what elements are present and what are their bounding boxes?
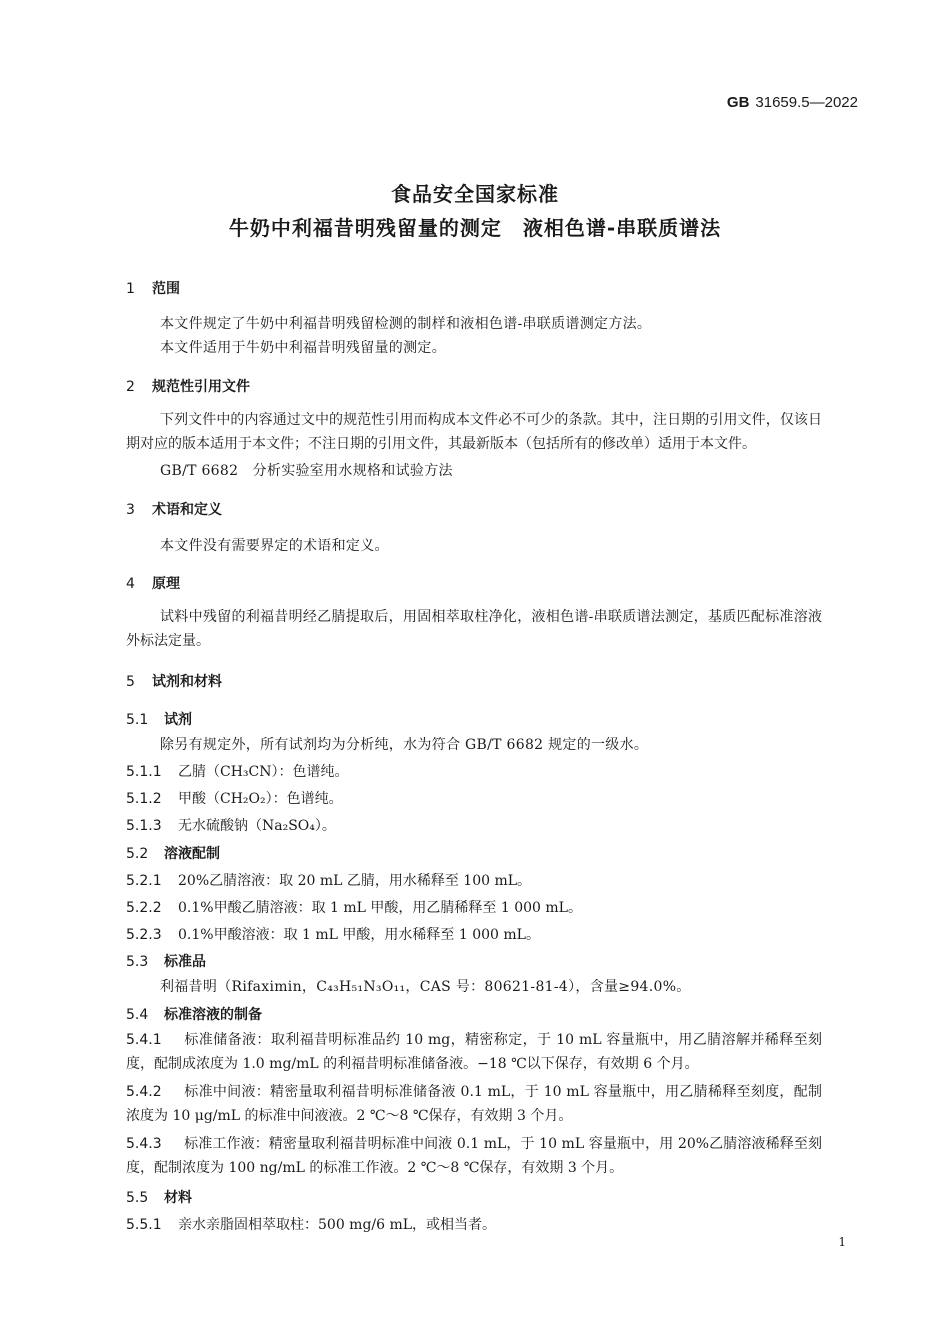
section-5-5-heading: 5.5 材料 [126,1190,192,1206]
title-line-2: 牛奶中利福昔明残留量的测定 液相色谱-串联质谱法 [228,216,722,240]
section-1-heading: 1 范围 [126,281,180,297]
section-5-1-heading: 5.1 试剂 [126,712,192,728]
section-2-heading: 2 规范性引用文件 [126,379,250,395]
section-3-para-1: 本文件没有需要界定的术语和定义。 [160,538,389,554]
section-5-1-para-1: 除另有规定外，所有试剂均为分析纯，水为符合 GB/T 6682 规定的一级水。 [160,737,649,753]
item-5-4-1: 5.4.1 标准储备液：取利福昔明标准品约 10 mg，精密称定，于 10 mL 容量瓶中，用乙腈溶解并稀释至刻度，配制成浓度为 1.0 mg/mL 的利福昔明标准储备液。−18 ℃以下保存，有效期 6 个月。 [126,1032,822,1072]
item-5-1-2: 5.1.2 甲酸（CH₂O₂）：色谱纯。 [126,791,343,807]
title-line-1: 食品安全国家标准 [391,182,559,206]
item-5-2-1: 5.2.1 20%乙腈溶液：取 20 mL 乙腈，用水稀释至 100 mL。 [126,873,532,889]
section-2-para-1: 下列文件中的内容通过文中的规范性引用而构成本文件必不可少的条款。其中，注日期的引用文件，仅该日期对应的版本适用于本文件；不注日期的引用文件，其最新版本（包括所有的修改单）适用于本文件。 [126,412,822,452]
item-5-5-1: 5.5.1 亲水亲脂固相萃取柱：500 mg/6 mL，或相当者。 [126,1217,497,1233]
section-5-4-heading: 5.4 标准溶液的制备 [126,1007,262,1023]
section-3-heading: 3 术语和定义 [126,502,222,518]
section-4-heading: 4 原理 [126,576,180,592]
standard-code: 31659.5—2022 [755,94,858,111]
item-5-4-2: 5.4.2 标准中间液：精密量取利福昔明标准储备液 0.1 mL，于 10 mL 容量瓶中，用乙腈稀释至刻度，配制浓度为 10 μg/mL 的标准中间液液。2 ℃～8 ℃保存，有效期 3 个月。 [126,1084,822,1124]
item-5-2-3: 5.2.3 0.1%甲酸溶液：取 1 mL 甲酸，用水稀释至 1 000 mL。 [126,927,540,943]
section-5-3-heading: 5.3 标准品 [126,954,206,970]
item-5-1-3: 5.1.3 无水硫酸钠（Na₂SO₄）。 [126,818,336,834]
item-5-2-2: 5.2.2 0.1%甲酸乙腈溶液：取 1 mL 甲酸，用乙腈稀释至 1 000 mL。 [126,900,582,916]
section-5-heading: 5 试剂和材料 [126,674,222,690]
item-5-4-3: 5.4.3 标准工作液：精密量取利福昔明标准中间液 0.1 mL，于 10 mL 容量瓶中，用 20%乙腈溶液稀释至刻度，配制浓度为 100 ng/mL 的标准工作液。2 ℃～8 ℃保存，有效期 3 个月。 [126,1136,822,1176]
section-5-2-heading: 5.2 溶液配制 [126,846,220,862]
normative-reference: GB/T 6682 分析实验室用水规格和试验方法 [160,463,453,479]
standard-prefix: GB [726,94,750,111]
section-1-para-2: 本文件适用于牛奶中利福昔明残留量的测定。 [160,340,446,356]
section-5-3-para-1: 利福昔明（Rifaximin，C₄₃H₅₁N₃O₁₁，CAS 号：80621-81-4），含量≥94.0%。 [160,979,691,995]
item-5-1-1: 5.1.1 乙腈（CH₃CN）：色谱纯。 [126,764,349,780]
section-4-para-1: 试料中残留的利福昔明经乙腈提取后，用固相萃取柱净化，液相色谱-串联质谱法测定，基质匹配标准溶液外标法定量。 [126,609,822,649]
page-number: 1 [838,1235,846,1249]
section-1-para-1: 本文件规定了牛奶中利福昔明残留检测的制样和液相色谱-串联质谱测定方法。 [160,316,652,332]
standard-number [727,94,858,111]
